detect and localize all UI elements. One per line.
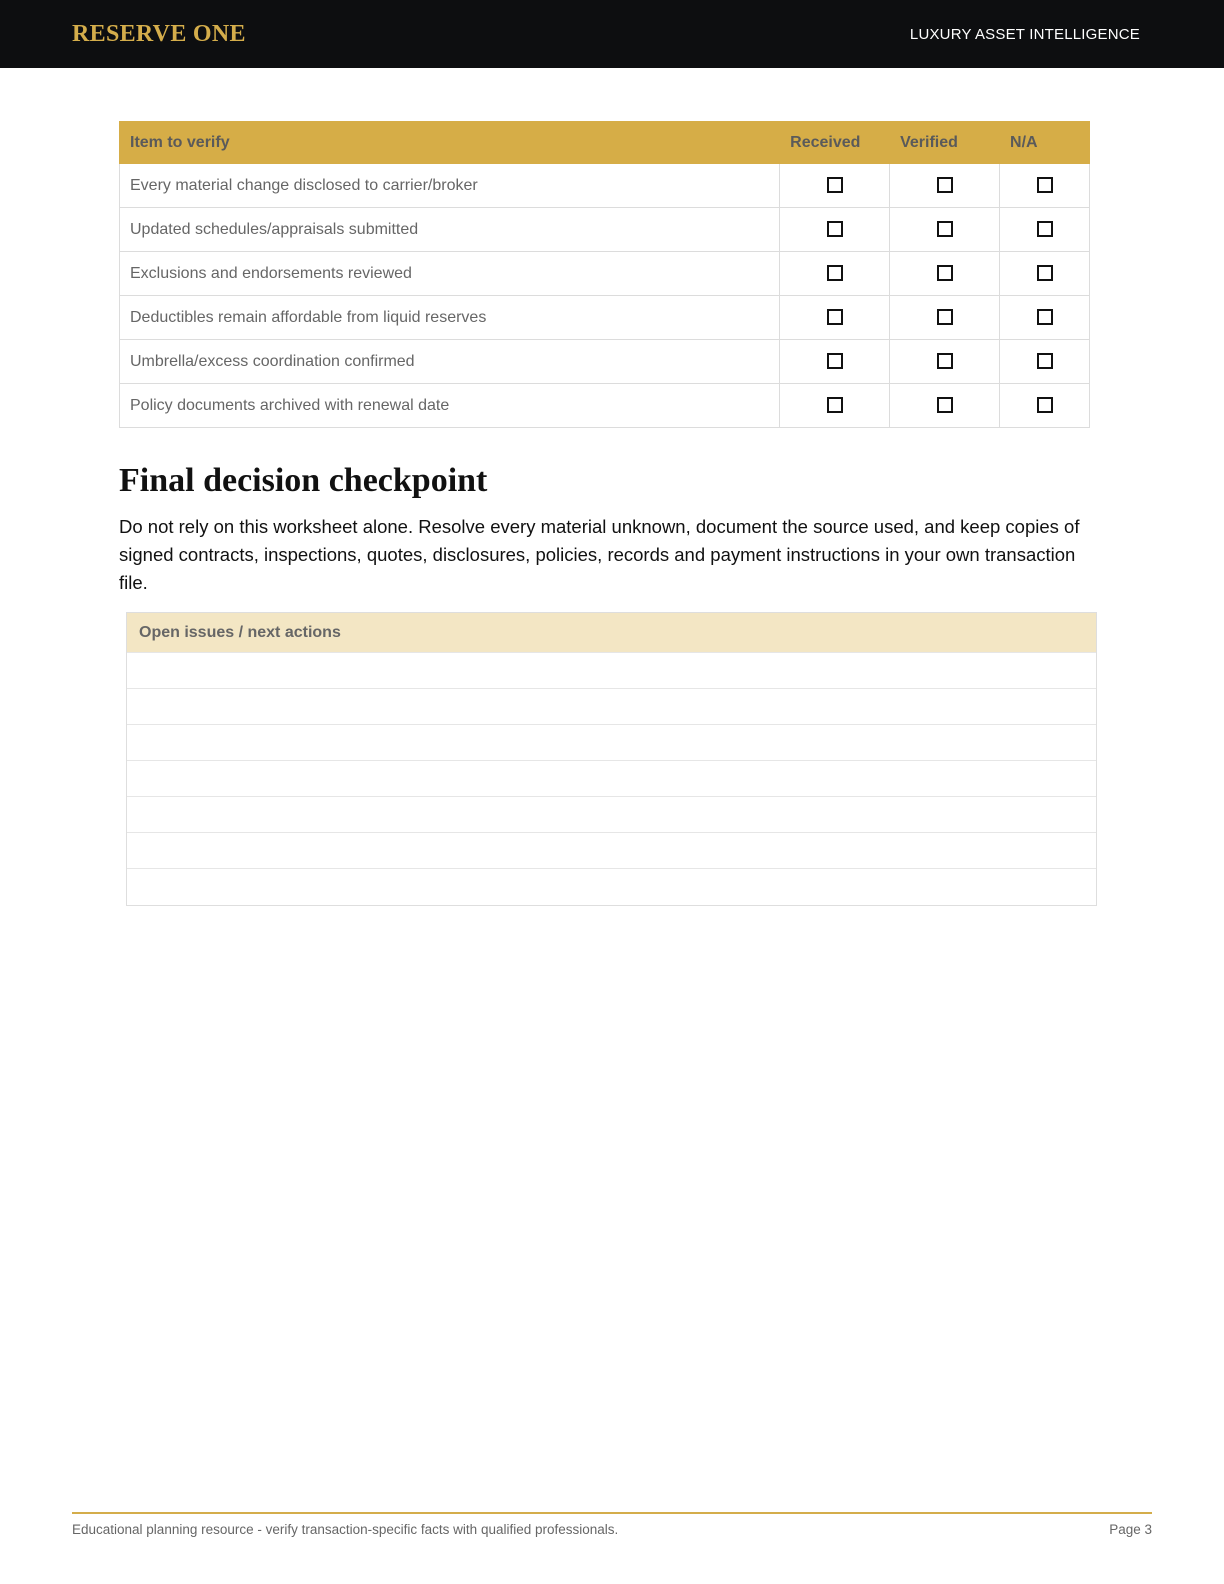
- footer-disclaimer: Educational planning resource - verify transaction-specific facts with qualified professionals.: [72, 1522, 619, 1537]
- notes-writing-line[interactable]: [127, 653, 1096, 689]
- na-checkbox[interactable]: [1037, 309, 1053, 325]
- section-title: Final decision checkpoint: [119, 462, 488, 499]
- verified-cell: [890, 164, 1000, 208]
- verified-cell: [890, 340, 1000, 384]
- notes-writing-line[interactable]: [127, 869, 1096, 905]
- verified-cell: [890, 384, 1000, 428]
- verified-checkbox[interactable]: [937, 309, 953, 325]
- notes-writing-line[interactable]: [127, 833, 1096, 869]
- top-header-bar: [0, 0, 1224, 68]
- notes-writing-line[interactable]: [127, 725, 1096, 761]
- received-checkbox[interactable]: [827, 353, 843, 369]
- received-checkbox[interactable]: [827, 177, 843, 193]
- footer-divider: [72, 1512, 1152, 1514]
- column-header-item: Item to verify: [120, 122, 780, 164]
- table-row: [120, 340, 1090, 384]
- checklist-item-label: Exclusions and endorsements reviewed: [120, 252, 780, 296]
- notes-writing-line[interactable]: [127, 689, 1096, 725]
- header-tagline: LUXURY ASSET INTELLIGENCE: [909, 25, 1140, 43]
- verified-cell: [890, 252, 1000, 296]
- checklist-item-label: Every material change disclosed to carrier/broker: [120, 164, 780, 208]
- checklist-item-label: Policy documents archived with renewal date: [120, 384, 780, 428]
- column-header-verified: Verified: [890, 122, 1000, 164]
- verified-checkbox[interactable]: [937, 397, 953, 413]
- received-checkbox[interactable]: [827, 265, 843, 281]
- na-cell: [1000, 340, 1090, 384]
- received-cell: [780, 252, 890, 296]
- verified-checkbox[interactable]: [937, 221, 953, 237]
- received-cell: [780, 296, 890, 340]
- verified-checkbox[interactable]: [937, 265, 953, 281]
- na-cell: [1000, 252, 1090, 296]
- checklist-item-label: Deductibles remain affordable from liquid reserves: [120, 296, 780, 340]
- na-cell: [1000, 384, 1090, 428]
- table-row: [120, 296, 1090, 340]
- verification-checklist-table: [119, 121, 1090, 428]
- brand-logo-text: RESERVE ONE: [72, 20, 246, 47]
- notes-writing-line[interactable]: [127, 797, 1096, 833]
- open-issues-notes-box: [126, 612, 1097, 906]
- received-checkbox[interactable]: [827, 397, 843, 413]
- na-checkbox[interactable]: [1037, 221, 1053, 237]
- na-checkbox[interactable]: [1037, 353, 1053, 369]
- received-cell: [780, 384, 890, 428]
- na-checkbox[interactable]: [1037, 177, 1053, 193]
- notes-heading: Open issues / next actions: [127, 613, 1096, 653]
- received-cell: [780, 164, 890, 208]
- na-checkbox[interactable]: [1037, 265, 1053, 281]
- page-number: Page 3: [1109, 1522, 1152, 1537]
- received-cell: [780, 208, 890, 252]
- table-row: [120, 384, 1090, 428]
- verified-cell: [890, 208, 1000, 252]
- na-cell: [1000, 208, 1090, 252]
- table-row: [120, 164, 1090, 208]
- received-checkbox[interactable]: [827, 309, 843, 325]
- column-header-received: Received: [780, 122, 890, 164]
- checklist-item-label: Updated schedules/appraisals submitted: [120, 208, 780, 252]
- notes-writing-line[interactable]: [127, 761, 1096, 797]
- received-checkbox[interactable]: [827, 221, 843, 237]
- checklist-item-label: Umbrella/excess coordination confirmed: [120, 340, 780, 384]
- na-cell: [1000, 296, 1090, 340]
- checklist-header-row: [120, 122, 1090, 164]
- verified-checkbox[interactable]: [937, 353, 953, 369]
- verified-checkbox[interactable]: [937, 177, 953, 193]
- received-cell: [780, 340, 890, 384]
- table-row: [120, 252, 1090, 296]
- verified-cell: [890, 296, 1000, 340]
- na-cell: [1000, 164, 1090, 208]
- table-row: [120, 208, 1090, 252]
- section-body-text: Do not rely on this worksheet alone. Resolve every material unknown, document the source used, and keep copies of signed contracts, inspections, quotes, disclosures, policies, records and payment instructions in your own transaction file.: [119, 516, 1080, 593]
- na-checkbox[interactable]: [1037, 397, 1053, 413]
- column-header-na: N/A: [1000, 122, 1090, 164]
